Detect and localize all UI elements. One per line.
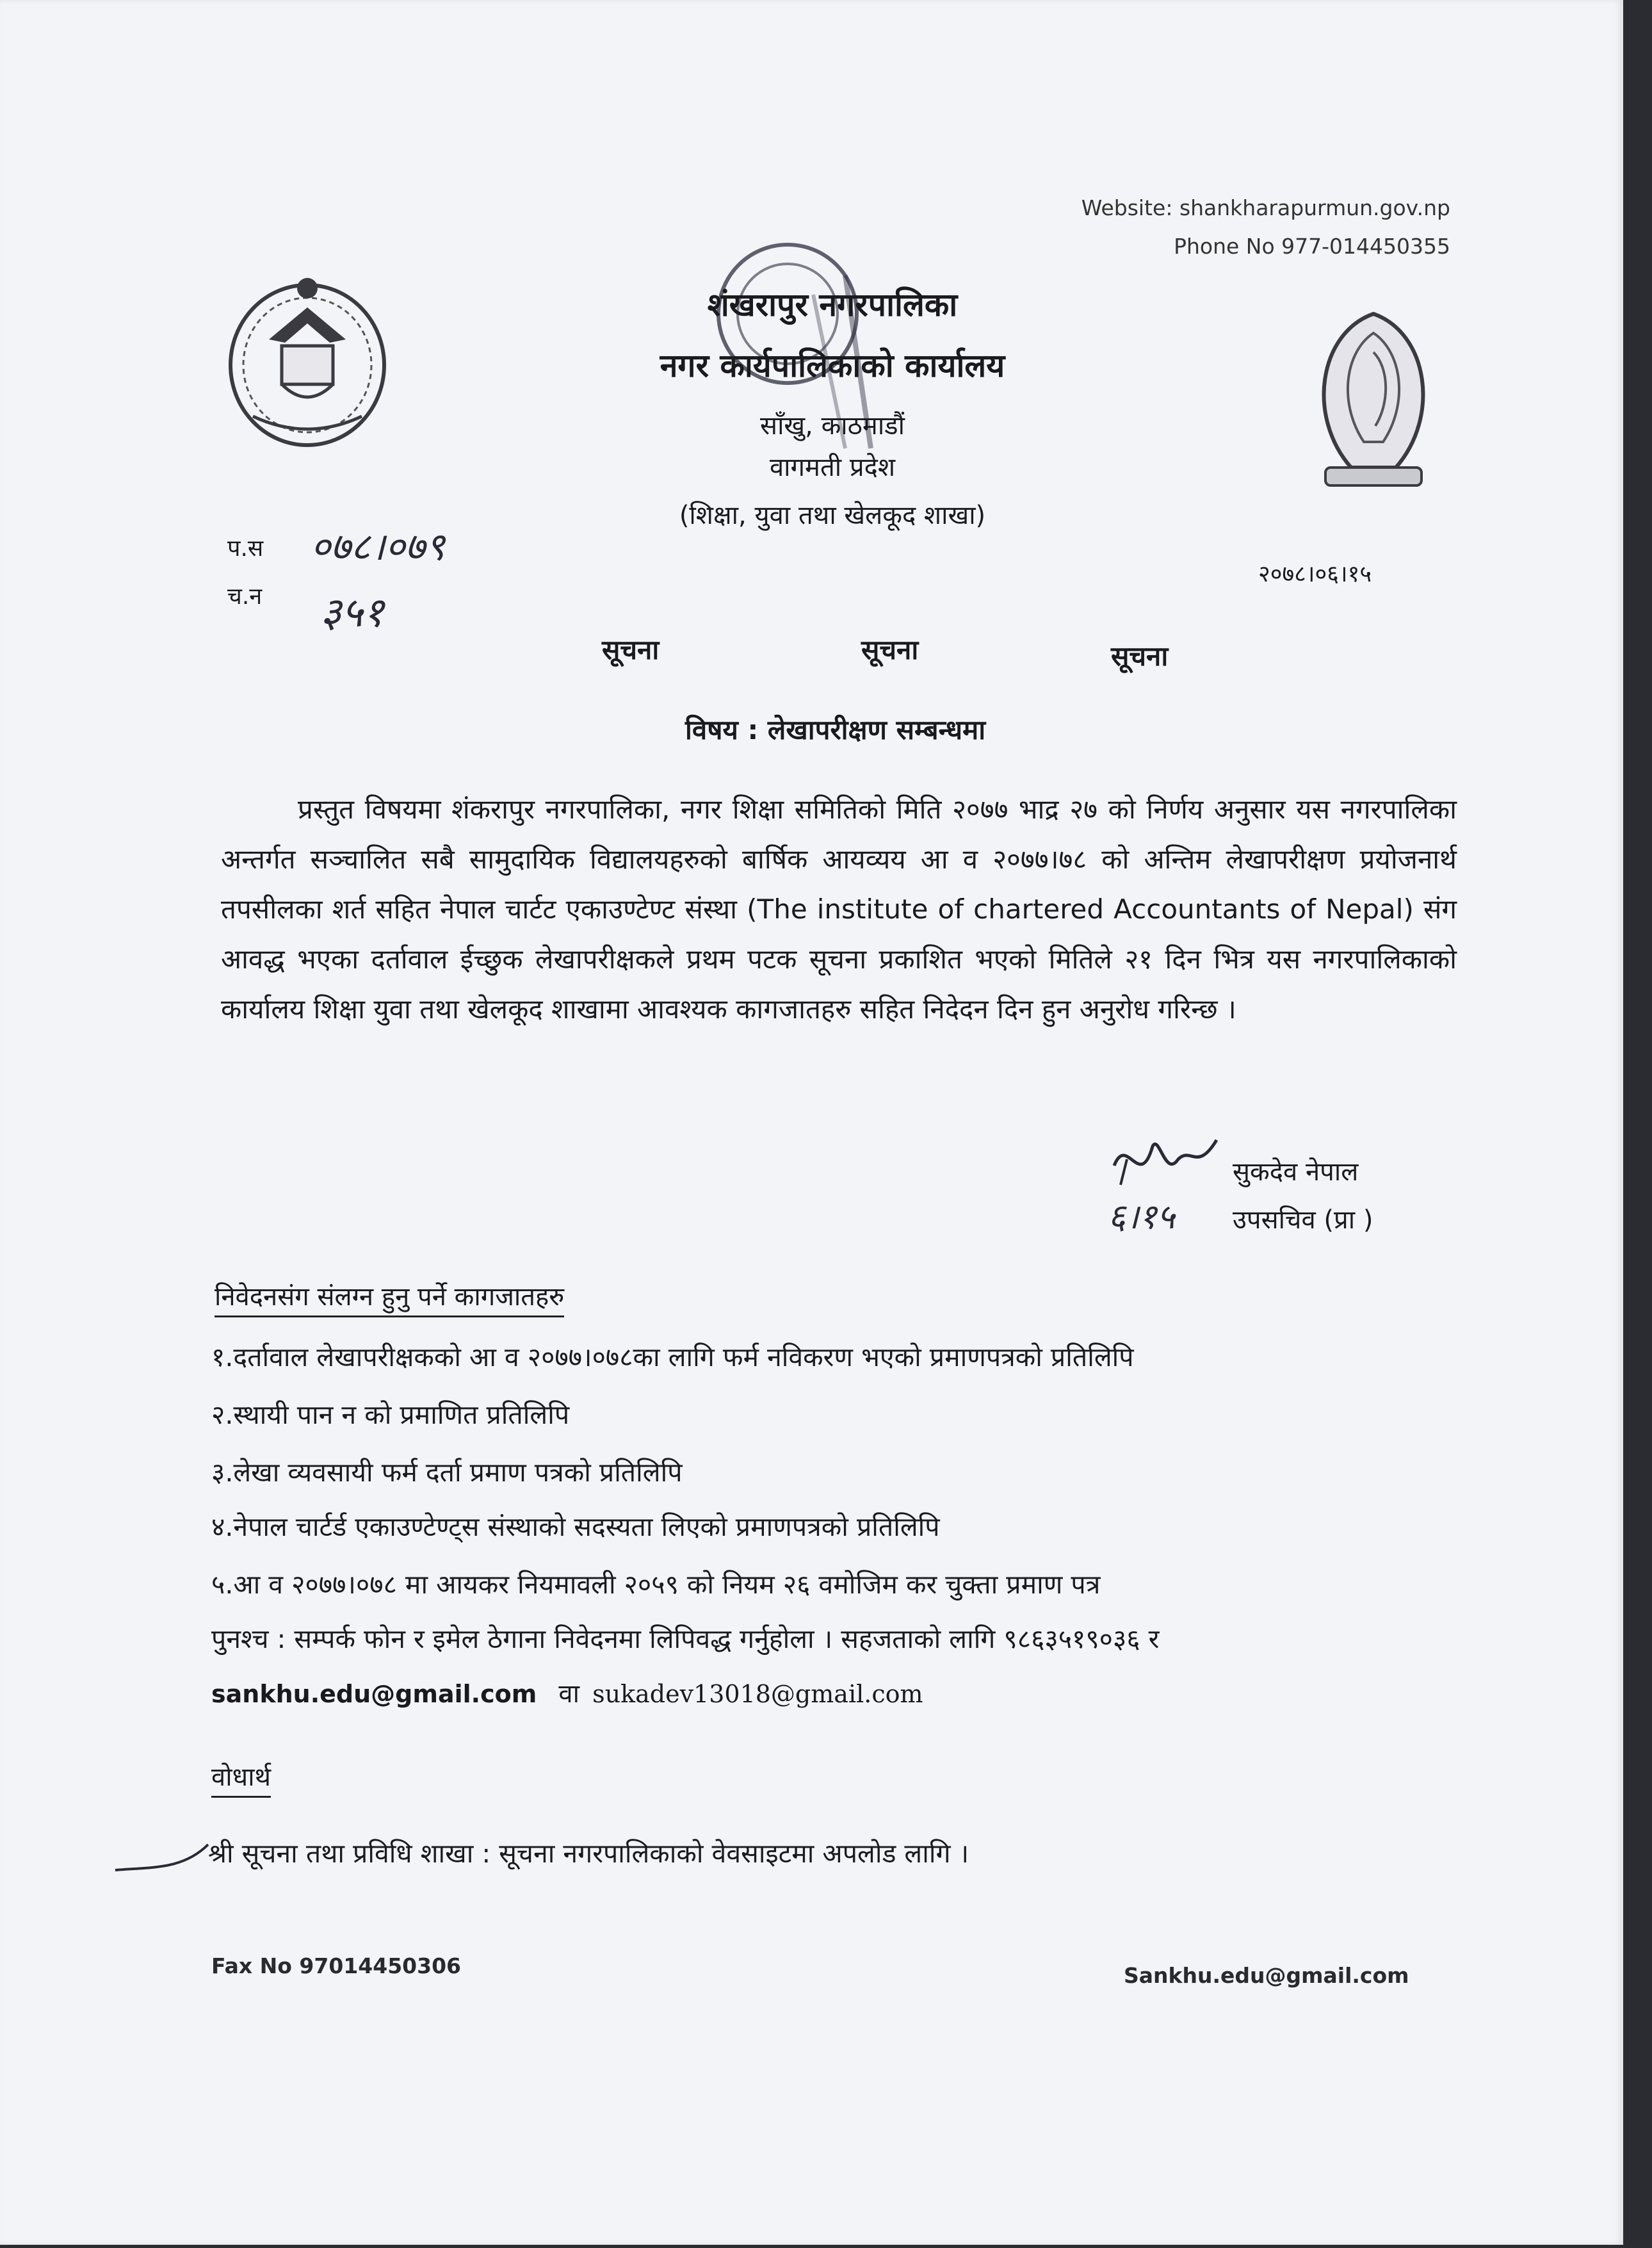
office-location: साँखु, काठमाडौं bbox=[760, 411, 905, 441]
email-primary: sankhu.edu@gmail.com bbox=[211, 1680, 537, 1708]
email-secondary: sukadev13018@gmail.com bbox=[592, 1680, 923, 1708]
notice-word-2: सूचना bbox=[861, 634, 919, 665]
signatory-title: उपसचिव (प्रा ) bbox=[1233, 1205, 1373, 1235]
pa-sa-value: ०७८।०७९ bbox=[311, 525, 445, 569]
nepal-emblem-icon bbox=[221, 263, 394, 455]
signatory-name: सुकदेव नेपाल bbox=[1233, 1157, 1359, 1187]
cc-line: श्री सूचना तथा प्रविधि शाखा : सूचना नगरपालिकाको वेवसाइटमा अपलोड लागि । bbox=[208, 1838, 969, 1869]
notice-word-1: सूचना bbox=[602, 634, 660, 665]
or-word: वा bbox=[558, 1679, 580, 1709]
attachment-item: १.दर्तावाल लेखापरीक्षकको आ व २०७७।०७८का लागि फर्म नविकरण भएको प्रमाणपत्रको प्रतिलिपि bbox=[211, 1342, 1134, 1372]
province-name: वागमती प्रदेश bbox=[769, 453, 896, 482]
section-name: (शिक्षा, युवा तथा खेलकूद शाखा) bbox=[679, 501, 986, 530]
phone-text: Phone No 977-014450355 bbox=[1174, 234, 1450, 259]
footer-email: Sankhu.edu@gmail.com bbox=[1124, 1963, 1409, 1988]
fax-number: Fax No 97014450306 bbox=[211, 1953, 462, 1978]
postscript-text: पुनश्च : सम्पर्क फोन र इमेल ठेगाना निवेदनमा लिपिवद्ध गर्नुहोला । सहजताको लागि ९८६३५१९०३६ र bbox=[211, 1624, 1160, 1654]
body-paragraph: प्रस्तुत विषयमा शंकरापुर नगरपालिका, नगर शिक्षा समितिको मिति २०७७ भाद्र २७ को निर्णय अनुसार यस नगरपालिका अन्तर्गत सञ्चालित सबै सामुदायिक विद्यालयहरुको बार्षिक आयव्यय आ व २०७७।७८ को अन्तिम लेखापरीक्षण प्रयोजनार्थ तपसीलका शर्त सहित नेपाल चार्टट एकाउण्टेण्ट संस्था (The institute of chartered Accountants of Nepal) संग आवद्ध भएका दर्तावाल ईच्छुक लेखापरीक्षकले प्रथम पटक सूचना प्रकाशित भएको मितिले २१ दिन भित्र यस नगरपालिकाको कार्यालय शिक्षा युवा तथा खेलकूद शाखामा आवश्यक कागजातहरु सहित निदेदन दिन हुन अनुरोध गरिन्छ । bbox=[221, 794, 1457, 1025]
notice-word-3: सूचना bbox=[1111, 640, 1169, 672]
letter-date: २०७८।०६।१५ bbox=[1258, 561, 1372, 587]
cha-na-label: च.न bbox=[227, 583, 263, 610]
attachments-heading: निवेदनसंग संलग्न हुनु पर्ने कागजातहरु bbox=[215, 1278, 564, 1317]
postscript-contact bbox=[211, 1675, 923, 1710]
pa-sa-label: प.स bbox=[227, 535, 264, 562]
website-text: Website: shankharapurmun.gov.np bbox=[1081, 195, 1450, 220]
cha-na-value: ३५१ bbox=[320, 589, 384, 637]
conch-shell-icon bbox=[1300, 307, 1447, 493]
attachment-item: ५.आ व २०७७।०७८ मा आयकर नियमावली २०५९ को नियम २६ वमोजिम कर चुक्ता प्रमाण पत्र bbox=[211, 1569, 1101, 1600]
municipality-name: शंखरापुर नगरपालिका bbox=[707, 286, 958, 323]
office-name: नगर कार्यपालिकाको कार्यालय bbox=[660, 347, 1005, 384]
attachment-item: ३.लेखा व्यवसायी फर्म दर्ता प्रमाण पत्रको प्रतिलिपि bbox=[211, 1457, 683, 1488]
attachment-item: ४.नेपाल चार्टर्ड एकाउण्टेण्ट्स संस्थाको सदस्यता लिएको प्रमाणपत्रको प्रतिलिपि bbox=[211, 1511, 940, 1542]
subject-line: विषय : लेखापरीक्षण सम्बन्धमा bbox=[685, 714, 986, 745]
attachment-item: २.स्थायी पान न को प्रमाणित प्रतिलिपि bbox=[211, 1399, 570, 1430]
signature-date: ६।१५ bbox=[1108, 1196, 1175, 1237]
cc-heading: वोधार्थ bbox=[211, 1758, 271, 1798]
